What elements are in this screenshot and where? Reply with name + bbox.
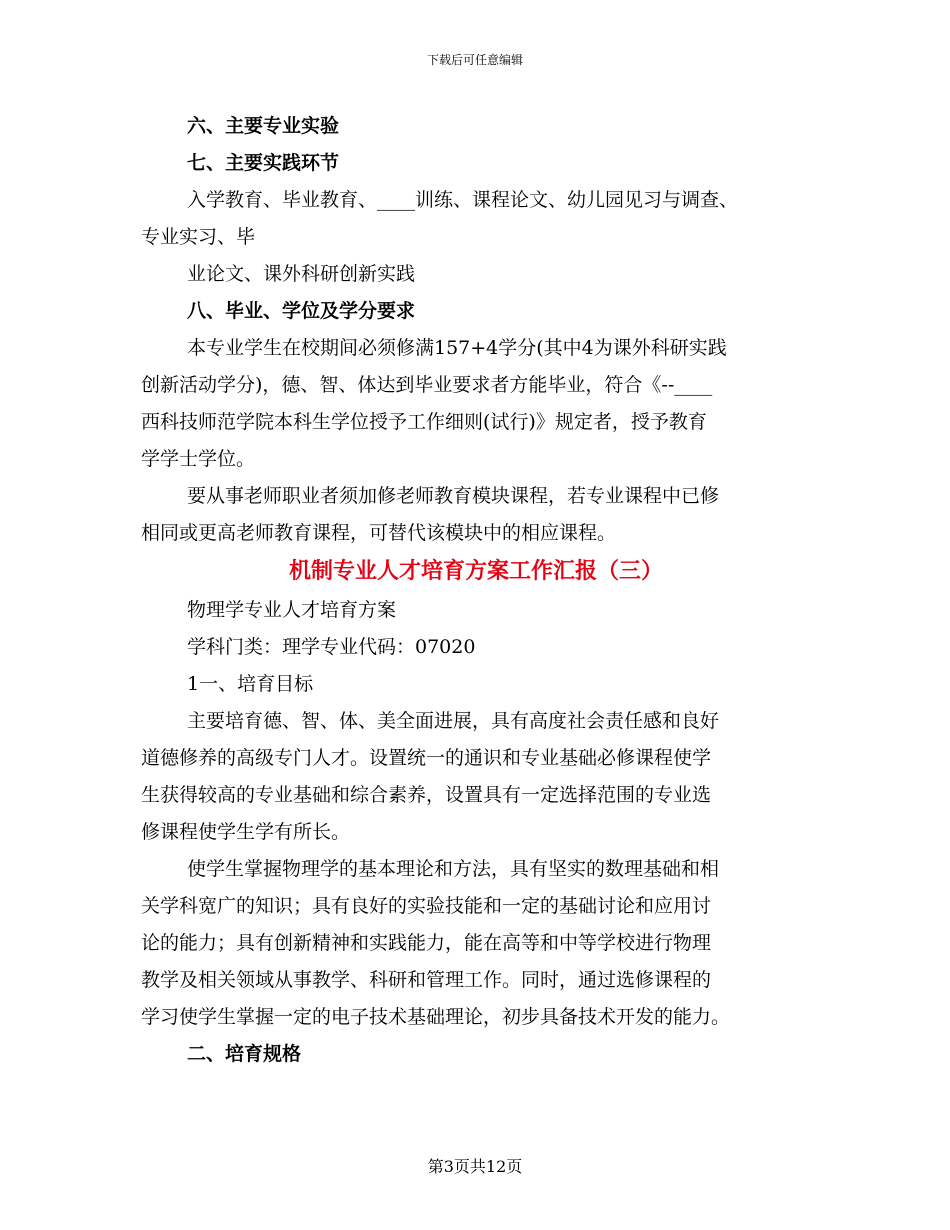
page-header: 下载后可任意编辑	[426, 53, 523, 67]
section-8-para1-line: 本专业学生在校期间必须修满157+4学分(其中4为课外科研实践	[187, 337, 727, 359]
goal-para1-line: 修课程使学生学有所长。	[141, 821, 351, 843]
document-body	[141, 108, 811, 1073]
goal-para1-line: 生获得较高的专业基础和综合素养，设置具有一定选择范围的专业选	[141, 784, 712, 806]
section-7-line: 专业实习、毕	[141, 226, 256, 248]
section-8-heading: 八、毕业、学位及学分要求	[187, 300, 416, 322]
section-8-para1-line: 学学士学位。	[141, 448, 256, 470]
report-subtitle: 物理学专业人才培育方案	[187, 599, 397, 621]
goal-para1-line: 道德修养的高级专门人才。设置统一的通识和专业基础必修课程使学	[141, 747, 712, 769]
section-7-line: 业论文、课外科研创新实践	[187, 263, 416, 285]
goal-para1-line: 主要培育德、智、体、美全面进展，具有高度社会责任感和良好	[187, 710, 720, 732]
report-title: 机制专业人才培育方案工作汇报（三）	[288, 559, 663, 584]
goal-para2-line: 使学生掌握物理学的基本理论和方法，具有坚实的数理基础和相	[187, 858, 720, 880]
section-6-heading: 六、主要专业实验	[187, 115, 340, 137]
spec-heading: 二、培育规格	[187, 1043, 302, 1065]
goal-para2-line: 教学及相关领域从事教学、科研和管理工作。同时，通过选修课程的	[141, 969, 712, 991]
section-8-para1-line: 创新活动学分)，德、智、体达到毕业要求者方能毕业，符合《--____	[141, 374, 713, 396]
goal-para2-line: 论的能力；具有创新精神和实践能力，能在高等和中等学校进行物理	[141, 932, 712, 954]
discipline-code-line: 学科门类：理学专业代码：07020	[187, 636, 476, 658]
goal-para2-line: 关学科宽广的知识；具有良好的实验技能和一定的基础讨论和应用讨	[141, 895, 712, 917]
section-8-para2-line: 要从事老师职业者须加修老师教育模块课程，若专业课程中已修	[187, 485, 720, 507]
section-7-line: 入学教育、毕业教育、____训练、课程论文、幼儿园见习与调查、	[187, 189, 739, 211]
goal-para2-line: 学习使学生掌握一定的电子技术基础理论，初步具备技术开发的能力。	[141, 1006, 731, 1028]
section-8-para1-line: 西科技师范学院本科生学位授予工作细则(试行)》规定者，授予教育	[141, 411, 707, 433]
section-8-para2-line: 相同或更高老师教育课程，可替代该模块中的相应课程。	[141, 522, 617, 544]
goal-heading: 1一、培育目标	[187, 673, 314, 695]
section-7-heading: 七、主要实践环节	[187, 152, 340, 174]
page-footer: 第3页共12页	[427, 1157, 523, 1176]
